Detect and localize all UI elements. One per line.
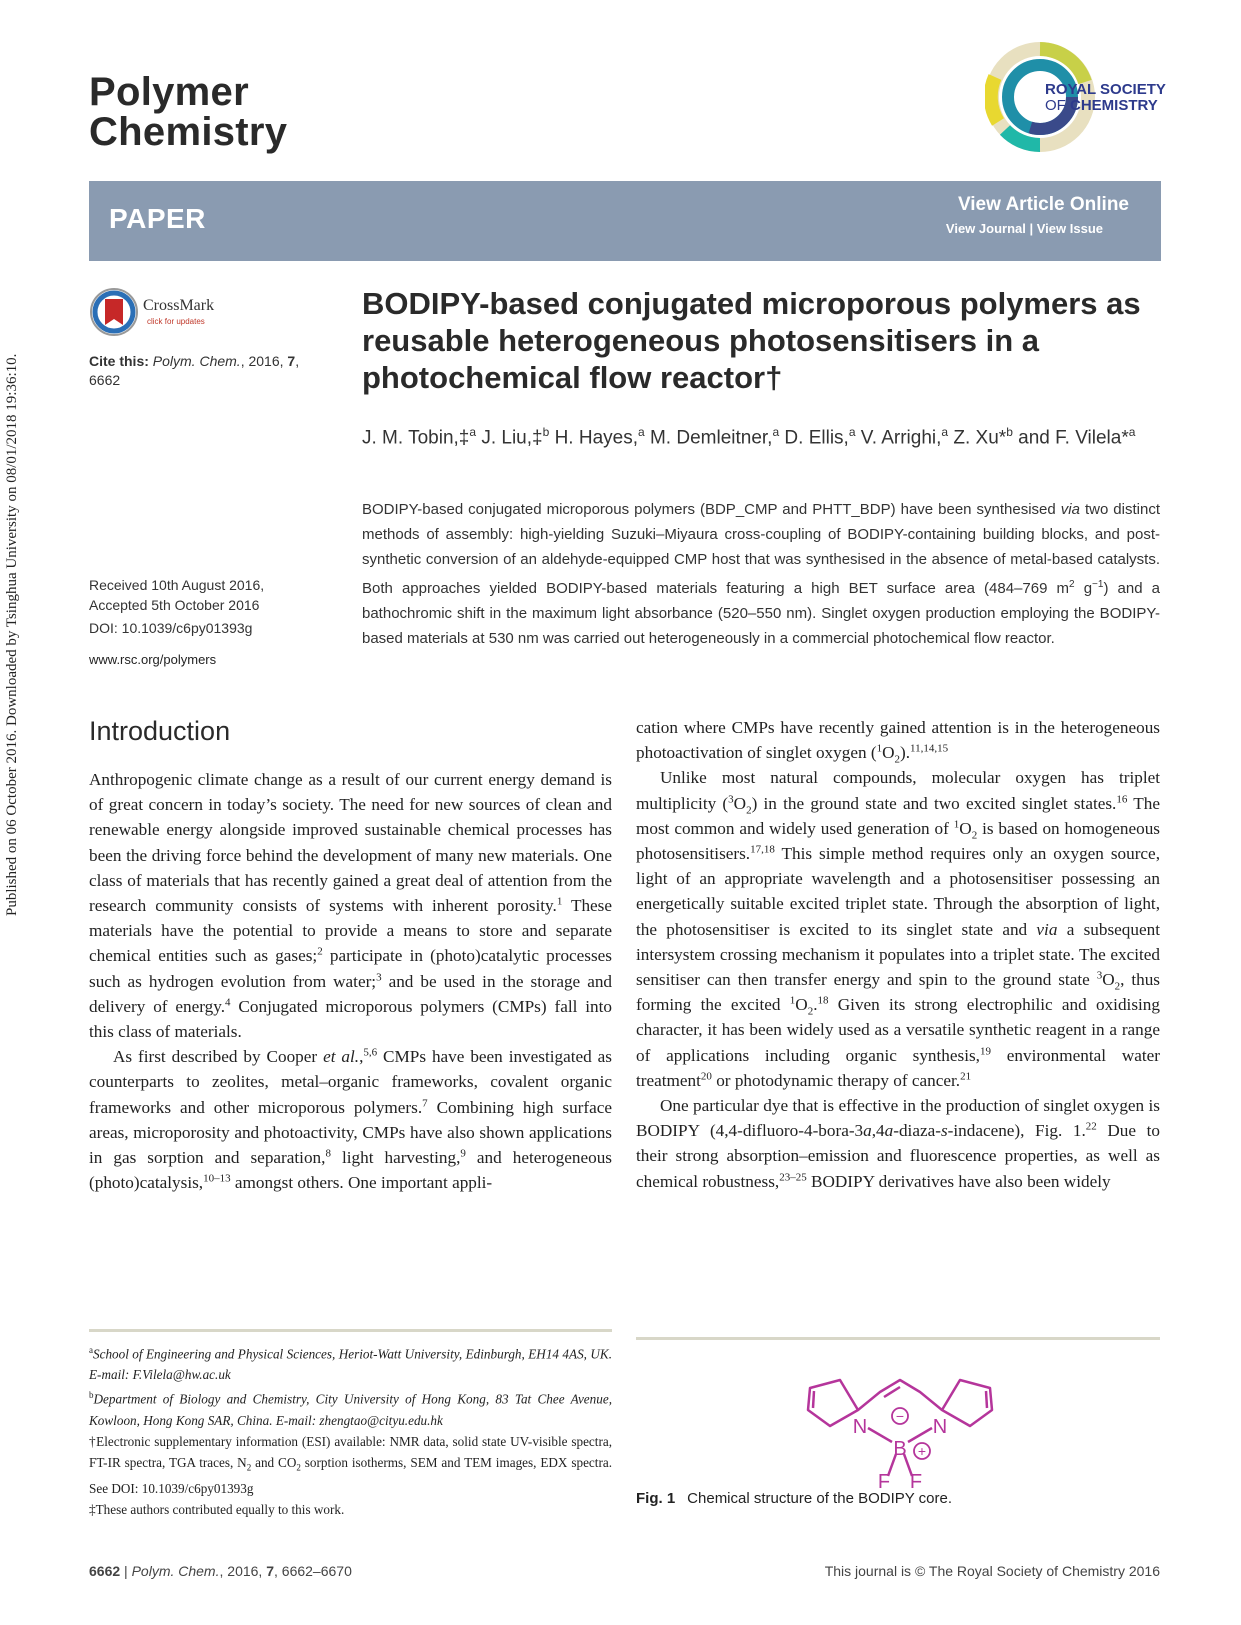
paragraph: One particular dye that is effective in the production of singlet oxygen is BODIPY (4,4-difluoro-4-bora-3a,4a-diaza-s-indacene), Fig. 1.22 Due to their strong absorption–emission and fluorescence properties, as well as chemical robustness,$^{23-25}$ BODIPY derivatives have also been widely xyxy=(636,1096,1160,1191)
figure-caption xyxy=(636,1490,952,1507)
journal-website-link[interactable]: www.rsc.org/polymers xyxy=(89,652,217,667)
atom-f-right: F xyxy=(909,1471,923,1488)
footnote-affiliation-a: $^a$School of Engineering and Physical Sciences, Heriot-Watt University, Edinburgh, EH14 4AS, UK. E-mail: F.Vilela@hw.ac.uk xyxy=(89,1345,612,1383)
paragraph: Unlike most natural compounds, molecular oxygen has triplet multiplicity $(^3O_2)$ in the ground state and two excited singlet states.$^{16}$ The most common and widely used generation of $^1O_2$ is based on homogeneous photosensitisers.$^{17,18}$ This simple method requires only an oxygen source, light of an appropriate wavelength and a photosensitiser possessing an energetically suitable excited triplet state. Through the absorption of light, the photosensitiser is excited to its singlet state and via a subsequent intersystem crossing mechanism it populates into a triplet state. The excited sensitiser can then transfer energy and spin to the ground state $^3O_2$, thus forming the excited $^1O_2.^{18}$ Given its strong electrophilic and oxidising character, it has been widely used as a versatile synthetic reagent in a range of applications including organic synthesis,$^{19}$ environmental water treatment$^{20}$ or photodynamic therapy of cancer.$^{21}$ xyxy=(636,768,1161,1090)
download-notice: Published on 06 October 2016. Downloaded by Tsinghua University on 08/01/2018 19:36:10. xyxy=(4,353,20,917)
crossmark-sub: click for updates xyxy=(147,317,205,326)
footnote-divider xyxy=(89,1329,612,1332)
page-number: 6662 xyxy=(89,1563,121,1579)
crossmark-badge[interactable] xyxy=(89,287,239,337)
author: D. Ellis, xyxy=(779,427,849,449)
bodipy-structure-diagram xyxy=(800,1358,1000,1488)
author: M. Demleitner, xyxy=(644,427,773,449)
accepted-date: Accepted 5th October 2016 xyxy=(89,597,260,613)
abstract: BODIPY-based conjugated microporous polymers (BDP_CMP and PHTT_BDP) have been synthesised via two distinct methods of assembly: high-yielding Suzuki–Miyaura cross-coupling of BODIPY-containing building blocks, and post-synthetic conversion of an aldehyde-equipped CMP host that was synthesised in the absence of metal-based catalysts. Both approaches yielded BODIPY-based materials featuring a high BET surface area (484–769 $m^2$ $g^{-1}$) and a bathochromic shift in the maximum light absorbance (520–550 nm). Singlet oxygen production employing the BODIPY-based materials at 530 nm was carried out heterogeneously in a commercial photochemical flow reactor. xyxy=(362,501,1161,647)
footnote-equal-contribution: ‡These authors contributed equally to this work. xyxy=(89,1502,345,1518)
author: V. Arrighi, xyxy=(855,427,942,449)
citation: Cite this: Polym. Chem., 2016, 7, 6662 xyxy=(89,353,300,388)
figure-divider xyxy=(636,1337,1160,1340)
rsc-logo[interactable] xyxy=(985,42,1185,152)
view-issue-link[interactable]: View Issue xyxy=(1036,221,1103,236)
atom-f-left: F xyxy=(877,1471,891,1488)
paragraph: cation where CMPs have recently gained attention is in the heterogeneous photoactivation of singlet oxygen $(^1O_2).^{11,14,15}$ xyxy=(636,718,1160,766)
view-article-online-link[interactable]: View Article Online xyxy=(957,194,1129,215)
body-column-left xyxy=(89,767,612,1195)
body-column-right xyxy=(636,715,1160,1194)
author: Z. Xu* xyxy=(948,427,1007,449)
atom-n-left: N xyxy=(852,1416,868,1438)
article-title: BODIPY-based conjugated microporous polymers as reusable heterogeneous photosensitisers in a photochemical flow reactor† xyxy=(362,286,1141,395)
received-date: Received 10th August 2016, xyxy=(89,577,265,593)
author: H. Hayes, xyxy=(549,427,638,449)
crossmark-icon xyxy=(89,287,139,337)
journal-title xyxy=(89,72,287,152)
doi[interactable]: DOI: 10.1039/c6py01393g xyxy=(89,620,253,636)
figure-caption-text: Chemical structure of the BODIPY core. xyxy=(687,1490,953,1507)
author: J. Liu,‡ xyxy=(476,427,543,449)
atom-n-right: N xyxy=(932,1416,948,1438)
view-journal-link[interactable]: View Journal xyxy=(945,221,1026,236)
rsc-logo-text: ROYAL SOCIETY OF CHEMISTRY xyxy=(1045,81,1166,114)
view-links xyxy=(946,221,1103,236)
page-footer-citation: 6662 | Polym. Chem., 2016, 7, 6662–6670 xyxy=(89,1563,352,1579)
footnote-esi: †Electronic supplementary information (ESI) available: NMR data, solid state UV-visible spectra, FT-IR spectra, TGA traces, $N_2$ and $CO_2$ sorption isotherms, SEM and TEM images, EDX spectra. See DOI: 10.1039/c6py01393g xyxy=(89,1433,612,1497)
copyright-notice: This journal is © The Royal Society of Chemistry 2016 xyxy=(824,1563,1160,1579)
article-type-label: PAPER xyxy=(109,203,206,234)
author-list: J. M. Tobin,‡$^a$ J. Liu,‡$^b$ H. Hayes,$^a$ M. Demleitner,$^a$ D. Ellis,$^a$ V. Arrighi,$^a$ Z. Xu*$^b$ and F. Vilela*$^a$ xyxy=(362,425,1136,449)
author: J. M. Tobin,‡ xyxy=(362,427,470,449)
journal-title-line1: Polymer xyxy=(89,70,249,114)
view-links-separator: | xyxy=(1029,221,1034,236)
figure-label: Fig. 1 xyxy=(636,1490,676,1507)
charge-plus: + xyxy=(917,1443,927,1459)
paragraph: Anthropogenic climate change as a result of our current energy demand is of great concern in today’s society. The need for new sources of clean and renewable energy alongside improved sustainable chemical processes has been the driving force behind the development of many new materials. One class of materials that has recently gained a great deal of attention from the research community consists of systems with inherent porosity.$^1$ These materials have the potential to provide a means to store and separate chemical entities such as gases;$^2$ participate in (photo)catalytic processes such as hydrogen evolution from water;$^3$ and be used in the storage and delivery of energy.$^4$ Conjugated microporous polymers (CMPs) fall into this class of materials. xyxy=(89,770,613,1042)
footnotes xyxy=(89,1340,612,1520)
paragraph: As first described by Cooper et al.,$^{5,6}$ CMPs have been investigated as counterparts to zeolites, metal–organic frameworks, covalent organic frameworks and other microporous polymers.$^7$ Combining high surface areas, microporosity and photoactivity, CMPs have also shown applications in gas sorption and separation,$^8$ light harvesting,$^9$ and heterogeneous (photo)catalysis,$^{10-13}$ amongst others. One important appli- xyxy=(89,1046,612,1193)
section-heading-introduction: Introduction xyxy=(89,716,231,746)
atom-b: B xyxy=(893,1438,907,1460)
author: and F. Vilela* xyxy=(1012,427,1129,449)
charge-minus: − xyxy=(895,1408,905,1424)
article-header-bar xyxy=(89,181,1161,261)
footnote-affiliation-b: $^b$Department of Biology and Chemistry, City University of Hong Kong, 83 Tat Chee Avenue, Kowloon, Hong Kong SAR, China. E-mail: zhengtao@cityu.edu.hk xyxy=(89,1390,612,1428)
journal-title-line2: Chemistry xyxy=(89,110,288,154)
crossmark-label: CrossMark xyxy=(143,297,215,314)
received-dates xyxy=(89,575,329,615)
